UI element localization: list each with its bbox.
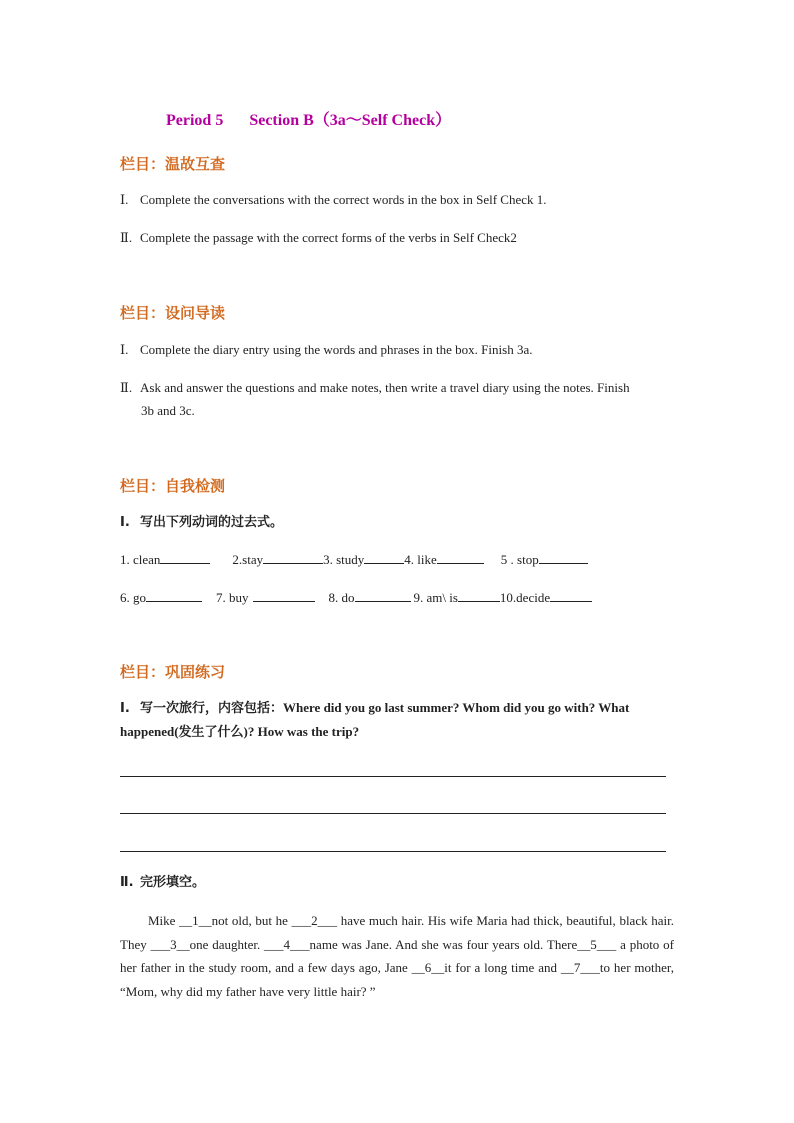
exercise-item: 3. study: [323, 552, 365, 567]
answer-blank[interactable]: [263, 550, 323, 564]
item-number: Ⅰ.: [120, 342, 129, 357]
item-text: Complete the diary entry using the words and phrases in the box. Finish 3a.: [140, 342, 533, 357]
answer-blank[interactable]: [146, 588, 202, 602]
answer-blank[interactable]: [437, 550, 484, 564]
selftest-heading: 栏目：自我检测: [120, 477, 226, 495]
item-number: Ⅰ.: [120, 192, 129, 207]
item-number: Ⅱ.: [120, 875, 134, 890]
cloze-passage: Mike __1__not old, but he ___2___ have much hair. His wife Maria had thick, beautiful, black hair. They ___3__one daughter. ___4___name was Jane. And she was four years old. There__5___ a photo of her father in the study room, and a few days ago, Jane __6__it for a long time and __7___to her mother, “Mom, why did my father have very little hair? ”: [120, 913, 674, 999]
review-item-2: [120, 226, 680, 249]
exercise-item: 4. like: [404, 552, 437, 567]
item-text: Complete the passage with the correct forms of the verbs in Self Check2: [140, 230, 517, 245]
period-label: Period 5: [166, 112, 224, 129]
exercise-row-2: [120, 588, 592, 606]
answer-blank[interactable]: [355, 588, 411, 602]
section-label: Section B（3a～Self Check）: [249, 112, 452, 129]
review-heading: 栏目：温故互查: [120, 155, 226, 173]
item-text-en: happened(: [120, 724, 179, 739]
guide-item-2: [120, 376, 680, 399]
page-title: [166, 107, 451, 130]
exercise-item: 8. do: [328, 590, 355, 605]
item-number: Ⅰ.: [120, 701, 130, 716]
practice-item-2: [120, 870, 680, 894]
item-text: Complete the conversations with the correct words in the box in Self Check 1.: [140, 192, 547, 207]
practice-item-1: [120, 696, 680, 720]
guide-heading: 栏目：设问导读: [120, 304, 226, 322]
review-item-1: [120, 188, 680, 211]
exercise-item: 2.stay: [232, 552, 264, 567]
exercise-row-1: [120, 550, 588, 568]
exercise-item: 6. go: [120, 590, 146, 605]
writing-line[interactable]: [120, 776, 666, 777]
exercise-item: 1. clean: [120, 552, 161, 567]
answer-blank[interactable]: [160, 550, 210, 564]
item-text: Ask and answer the questions and make notes, then write a travel diary using the notes. Finish: [140, 380, 630, 395]
item-text: 写出下列动词的过去式。: [140, 515, 284, 530]
answer-blank[interactable]: [458, 588, 500, 602]
guide-item-2-continued: 3b and 3c.: [141, 403, 195, 418]
practice-item-1-continued: [120, 720, 680, 744]
answer-blank[interactable]: [539, 550, 588, 564]
answer-blank[interactable]: [364, 550, 404, 564]
item-text-cn: 写一次旅行，内容包括：: [140, 701, 284, 716]
selftest-item: [120, 510, 680, 534]
writing-line[interactable]: [120, 851, 666, 852]
item-number: Ⅱ.: [120, 380, 133, 395]
item-number: Ⅰ.: [120, 515, 130, 530]
practice-heading: 栏目：巩固练习: [120, 663, 226, 681]
exercise-item: 5 . stop: [500, 552, 539, 567]
answer-blank[interactable]: [550, 588, 592, 602]
item-text: 完形填空。: [140, 875, 206, 890]
exercise-item: 10.decide: [499, 590, 551, 605]
exercise-item: 7. buy: [216, 590, 249, 605]
item-text-en: Where did you go last summer? Whom did you go with? What: [283, 700, 630, 715]
exercise-item: 9. am\ is: [413, 590, 458, 605]
writing-line[interactable]: [120, 813, 666, 814]
guide-item-1: [120, 338, 680, 361]
item-text-en: )? How was the trip?: [243, 724, 360, 739]
item-number: Ⅱ.: [120, 230, 133, 245]
answer-blank[interactable]: [253, 588, 315, 602]
item-text-cn: 发生了什么: [178, 725, 244, 740]
